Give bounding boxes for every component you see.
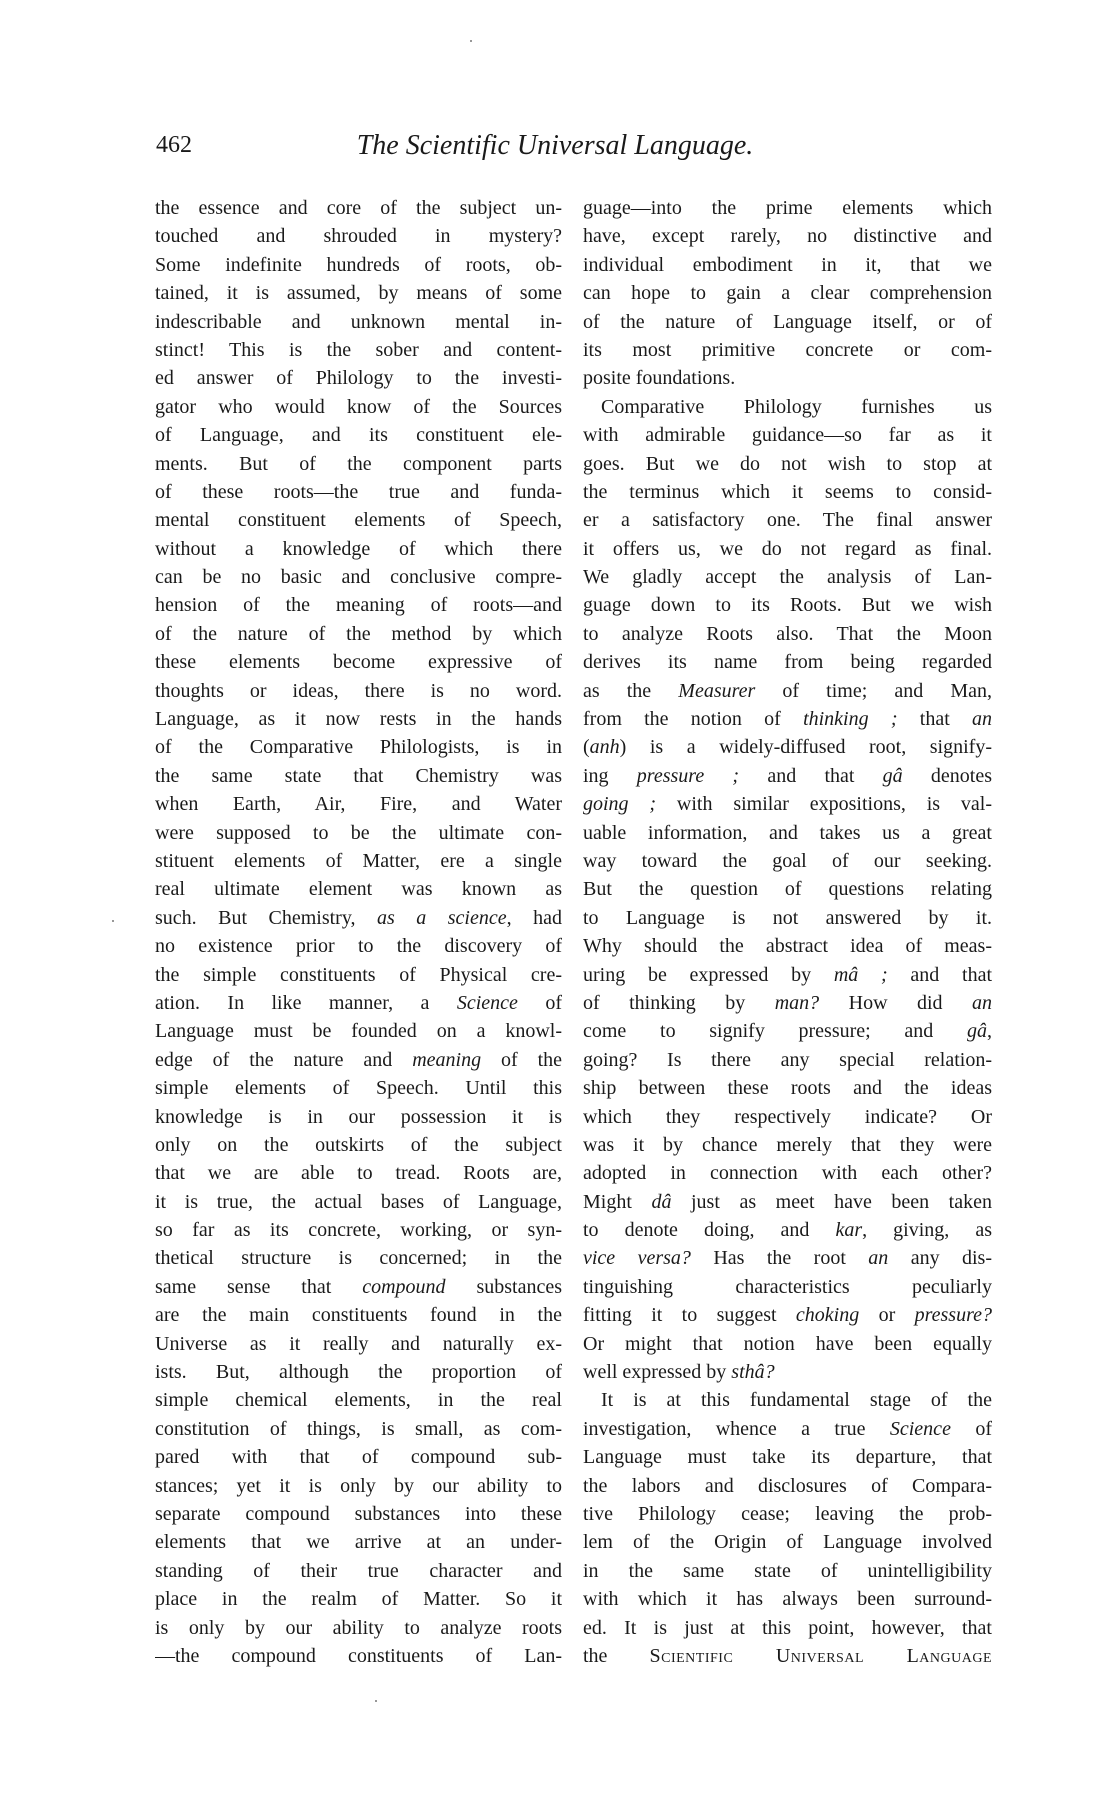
italic-text: kar	[835, 1219, 863, 1242]
text-run: to denote doing, and	[583, 1219, 836, 1242]
text-run: that	[897, 708, 972, 731]
text-line	[583, 1046, 992, 1074]
text-line	[583, 279, 992, 307]
text-line	[155, 421, 562, 449]
text-line	[583, 1585, 992, 1613]
text-run: real ultimate element was known as	[155, 878, 562, 901]
text-run: and that	[887, 963, 992, 986]
text-run: of the Comparative Philologists, is in	[155, 736, 562, 759]
text-run: going? Is there any special relation-	[583, 1048, 992, 1071]
text-line	[155, 1301, 562, 1329]
text-line	[583, 1330, 992, 1358]
text-line	[583, 875, 992, 903]
text-line	[155, 535, 562, 563]
text-run: guage down to its Roots. But we wish	[583, 594, 992, 617]
text-run: Why should the abstract idea of meas-	[583, 935, 992, 958]
text-line	[155, 336, 562, 364]
text-run: thoughts or ideas, there is no word.	[155, 679, 562, 702]
paper-speck	[470, 40, 472, 42]
text-line	[155, 1131, 562, 1159]
text-line	[155, 1386, 562, 1414]
text-run: with admirable guidance—so far as it	[583, 424, 992, 447]
text-run: any dis-	[888, 1247, 992, 1270]
text-line	[583, 591, 992, 619]
text-line	[155, 1046, 562, 1074]
text-run: Language must be founded on a knowl-	[155, 1020, 562, 1043]
text-line	[155, 904, 562, 932]
text-line	[155, 847, 562, 875]
italic-text: Measurer	[678, 679, 756, 702]
text-run: stinct! This is the sober and content-	[155, 338, 562, 361]
text-line	[583, 1386, 992, 1414]
text-run: of thinking by	[583, 991, 775, 1014]
text-line	[583, 194, 992, 222]
text-line	[583, 847, 992, 875]
italic-text: meaning	[412, 1048, 482, 1071]
text-line	[583, 1528, 992, 1556]
text-line	[583, 1301, 992, 1329]
text-run: standing of their true character and	[155, 1559, 562, 1582]
text-run: indescribable and unknown mental in-	[155, 310, 562, 333]
text-run: ments. But of the component parts	[155, 452, 562, 475]
text-run: elements that we arrive at an under-	[155, 1531, 562, 1554]
text-line	[155, 1244, 562, 1272]
text-run: (	[583, 736, 590, 759]
text-line	[155, 705, 562, 733]
italic-text: an	[972, 708, 992, 731]
text-line	[583, 961, 992, 989]
paper-speck	[112, 920, 114, 922]
text-run: uring be expressed by	[583, 963, 834, 986]
text-run: with which it has always been surround-	[583, 1588, 992, 1611]
text-line	[583, 620, 992, 648]
text-run: ation. In like manner, a	[155, 991, 457, 1014]
text-line	[155, 961, 562, 989]
italic-text: thinking ;	[803, 708, 898, 731]
text-line	[155, 1557, 562, 1585]
text-line	[583, 1216, 992, 1244]
text-run: How did	[819, 991, 972, 1014]
text-run: We gladly accept the analysis of Lan-	[583, 566, 992, 589]
text-run: of the nature of Language itself, or of	[583, 310, 992, 333]
text-run: and that	[739, 764, 883, 787]
text-line	[155, 450, 562, 478]
text-line	[155, 1500, 562, 1528]
italic-text: pressure ;	[636, 764, 740, 787]
text-line	[155, 563, 562, 591]
text-run: come to signify pressure; and	[583, 1020, 967, 1043]
text-line	[155, 1614, 562, 1642]
page-number: 462	[156, 132, 192, 158]
text-line	[155, 591, 562, 619]
text-run: —the compound constituents of Lan-	[155, 1644, 562, 1667]
text-run: when Earth, Air, Fire, and Water	[155, 793, 562, 816]
text-line	[155, 251, 562, 279]
text-run: adopted in connection with each other?	[583, 1162, 992, 1185]
text-run: of the nature of the method by which	[155, 622, 562, 645]
text-run: way toward the goal of our seeking.	[583, 849, 992, 872]
text-line	[155, 1273, 562, 1301]
text-run: the essence and core of the subject un-	[155, 197, 562, 219]
text-run: gator who would know of the Sources	[155, 395, 562, 418]
text-line	[583, 1614, 992, 1642]
text-run: to Language is not answered by it.	[583, 906, 992, 929]
text-run: Language must take its departure, that	[583, 1446, 992, 1469]
text-run: Language, as it now rests in the hands	[155, 708, 562, 731]
text-line	[583, 733, 992, 761]
text-line	[155, 1415, 562, 1443]
text-run: was it by chance merely that they were	[583, 1133, 992, 1156]
right-text-column	[583, 194, 992, 1670]
text-run: that we are able to tread. Roots are,	[155, 1162, 562, 1185]
text-line	[155, 506, 562, 534]
text-run: the simple constituents of Physical cre-	[155, 963, 562, 986]
text-run: such. But Chemistry,	[155, 906, 378, 929]
text-line	[155, 1472, 562, 1500]
text-run: pared with that of compound sub-	[155, 1446, 562, 1469]
text-run: It is at this fundamental stage of the	[601, 1389, 992, 1412]
italic-text: Science	[889, 1417, 951, 1440]
text-run: stituent elements of Matter, ere a single	[155, 849, 562, 872]
italic-text: mâ ;	[833, 963, 888, 986]
text-line	[155, 1330, 562, 1358]
text-run: the labors and disclosures of Compara-	[583, 1474, 992, 1497]
text-run: have, except rarely, no distinctive and	[583, 225, 992, 248]
text-line	[583, 1103, 992, 1131]
text-line	[583, 251, 992, 279]
text-line	[583, 1244, 992, 1272]
text-line	[583, 1017, 992, 1045]
text-line	[155, 1017, 562, 1045]
italic-text: an	[972, 991, 992, 1014]
text-line	[583, 336, 992, 364]
text-run: so far as its concrete, working, or syn-	[155, 1219, 562, 1242]
text-run: of Language, and its constituent ele-	[155, 424, 562, 447]
text-run: Might	[583, 1190, 652, 1213]
text-run: with similar expositions, is val-	[656, 793, 992, 816]
text-run: of	[950, 1417, 992, 1440]
text-run: Or might that notion have been equally	[583, 1332, 992, 1355]
text-line	[155, 1642, 562, 1670]
text-line	[583, 563, 992, 591]
italic-text: as a science	[377, 906, 507, 929]
text-line	[155, 1528, 562, 1556]
text-line	[155, 364, 562, 392]
paper-speck	[375, 1700, 377, 1702]
text-line	[155, 308, 562, 336]
small-caps-text: Scientific Universal Language	[649, 1644, 992, 1667]
text-line	[583, 1557, 992, 1585]
text-run: is only by our ability to analyze roots	[155, 1616, 562, 1639]
italic-text: dâ	[651, 1190, 672, 1213]
text-line	[583, 1273, 992, 1301]
text-run: denotes	[902, 764, 992, 787]
text-run: are the main constituents found in the	[155, 1304, 562, 1327]
text-line	[155, 875, 562, 903]
text-run: ,	[987, 1020, 992, 1043]
text-line	[583, 790, 992, 818]
text-line	[155, 1358, 562, 1386]
text-line	[583, 1358, 992, 1386]
text-run: fitting it to suggest	[583, 1304, 796, 1327]
text-line	[155, 1443, 562, 1471]
text-line	[583, 1131, 992, 1159]
text-run: simple elements of Speech. Until this	[155, 1077, 562, 1100]
text-line	[155, 620, 562, 648]
text-run: ) is a widely-diffused root, signify-	[619, 736, 992, 759]
text-run: guage—into the prime elements which	[583, 197, 992, 219]
text-line	[583, 932, 992, 960]
text-run: of these roots—the true and funda-	[155, 480, 562, 503]
text-line	[155, 989, 562, 1017]
text-run: the terminus which it seems to consid-	[583, 480, 992, 503]
text-run: only on the outskirts of the subject	[155, 1133, 562, 1156]
italic-text: compound	[362, 1275, 446, 1298]
text-run: same sense that	[155, 1275, 363, 1298]
italic-text: Science	[456, 991, 518, 1014]
italic-text: sthâ?	[731, 1361, 775, 1384]
text-line	[583, 1472, 992, 1500]
text-line	[583, 1500, 992, 1528]
text-run: goes. But we do not wish to stop at	[583, 452, 992, 475]
text-run: But the question of questions relating	[583, 878, 992, 901]
text-run: tive Philology cease; leaving the prob-	[583, 1502, 992, 1525]
text-line	[583, 478, 992, 506]
text-line	[583, 1415, 992, 1443]
text-run: stances; yet it is only by our ability to	[155, 1474, 562, 1497]
text-line	[155, 1216, 562, 1244]
text-run: can hope to gain a clear comprehension	[583, 282, 992, 305]
text-line	[155, 819, 562, 847]
text-run: knowledge is in our possession it is	[155, 1105, 562, 1128]
text-run: ing	[583, 764, 637, 787]
italic-text: an	[868, 1247, 889, 1270]
text-line	[155, 733, 562, 761]
text-line	[583, 677, 992, 705]
text-run: tinguishing characteristics peculiarly	[583, 1275, 992, 1298]
text-run: substances	[445, 1275, 562, 1298]
text-line	[583, 506, 992, 534]
italic-text: going ;	[583, 793, 657, 816]
italic-text: gâ	[967, 1020, 987, 1043]
text-line	[155, 194, 562, 222]
text-line	[583, 989, 992, 1017]
text-line	[583, 762, 992, 790]
left-text-column	[155, 194, 562, 1670]
text-line	[155, 648, 562, 676]
text-run: of	[517, 991, 562, 1014]
text-run: can be no basic and conclusive compre-	[155, 566, 562, 589]
text-run: investigation, whence a true	[583, 1417, 890, 1440]
italic-text: pressure?	[914, 1304, 992, 1327]
text-run: constitution of things, is small, as com-	[155, 1417, 562, 1440]
text-run: of time; and Man,	[755, 679, 992, 702]
text-run: in the same state of unintelligibility	[583, 1559, 992, 1582]
text-run: individual embodiment in it, that we	[583, 253, 992, 276]
text-line	[155, 1159, 562, 1187]
text-line	[583, 364, 992, 392]
text-run: lem of the Origin of Language involved	[583, 1531, 992, 1554]
text-line	[583, 1188, 992, 1216]
text-line	[583, 393, 992, 421]
italic-text: gâ	[882, 764, 903, 787]
text-run: no existence prior to the discovery of	[155, 935, 562, 958]
text-run: the same state that Chemistry was	[155, 764, 562, 787]
text-line	[583, 1642, 992, 1670]
text-run: its most primitive concrete or com-	[583, 338, 992, 361]
text-run: ed. It is just at this point, however, that	[583, 1616, 992, 1639]
text-run: Some indefinite hundreds of roots, ob-	[155, 253, 562, 276]
text-run: ship between these roots and the ideas	[583, 1077, 992, 1100]
text-run: simple chemical elements, in the real	[155, 1389, 562, 1412]
text-line	[155, 478, 562, 506]
text-line	[583, 1159, 992, 1187]
text-run: Has the root	[690, 1247, 869, 1270]
text-line	[155, 222, 562, 250]
text-line	[155, 932, 562, 960]
text-line	[155, 393, 562, 421]
text-run: hension of the meaning of roots—and	[155, 594, 562, 617]
text-run: of the	[481, 1048, 562, 1071]
text-run: ists. But, although the proportion of	[155, 1361, 562, 1384]
text-line	[583, 421, 992, 449]
text-run: it is true, the actual bases of Language,	[155, 1190, 562, 1213]
text-line	[583, 222, 992, 250]
text-line	[155, 762, 562, 790]
text-run: mental constituent elements of Speech,	[155, 509, 562, 532]
text-run: just as meet have been taken	[671, 1190, 992, 1213]
italic-text: vice versa?	[583, 1247, 691, 1270]
text-run: thetical structure is concerned; in the	[155, 1247, 562, 1270]
italic-text: choking	[795, 1304, 860, 1327]
text-run: from the notion of	[583, 708, 804, 731]
text-line	[155, 1074, 562, 1102]
text-run: the	[583, 1644, 650, 1667]
text-line	[155, 1188, 562, 1216]
text-run: or	[859, 1304, 915, 1327]
text-run: derives its name from being regarded	[583, 651, 992, 674]
text-run: were supposed to be the ultimate con-	[155, 821, 562, 844]
text-line	[155, 279, 562, 307]
running-title: The Scientific Universal Language.	[356, 130, 754, 161]
text-line	[155, 1103, 562, 1131]
text-line	[583, 308, 992, 336]
text-run: as the	[583, 679, 679, 702]
text-line	[583, 648, 992, 676]
text-line	[583, 535, 992, 563]
text-run: well expressed by	[583, 1361, 732, 1384]
text-run: it offers us, we do not regard as final.	[583, 537, 992, 560]
text-run: edge of the nature and	[155, 1048, 413, 1071]
text-line	[155, 677, 562, 705]
text-run: place in the realm of Matter. So it	[155, 1588, 562, 1611]
text-run: these elements become expressive of	[155, 651, 562, 674]
text-run: tained, it is assumed, by means of some	[155, 282, 562, 305]
text-run: ed answer of Philology to the investi-	[155, 367, 562, 390]
text-run: without a knowledge of which there	[155, 537, 562, 560]
text-line	[155, 1585, 562, 1613]
text-line	[583, 450, 992, 478]
text-run: Comparative Philology furnishes us	[601, 395, 992, 418]
text-run: separate compound substances into these	[155, 1502, 562, 1525]
text-line	[583, 904, 992, 932]
text-run: posite foundations.	[583, 367, 736, 390]
text-line	[583, 819, 992, 847]
text-run: er a satisfactory one. The final answer	[583, 509, 992, 532]
text-line	[155, 790, 562, 818]
text-run: touched and shrouded in mystery?	[155, 225, 562, 248]
text-run: which they respectively indicate? Or	[583, 1105, 992, 1128]
text-run: , had	[506, 906, 562, 929]
italic-text: anh	[589, 736, 620, 759]
italic-text: man?	[774, 991, 820, 1014]
text-line	[583, 1074, 992, 1102]
text-run: uable information, and takes us a great	[583, 821, 992, 844]
text-line	[583, 1443, 992, 1471]
text-run: Universe as it really and naturally ex-	[155, 1332, 562, 1355]
text-line	[583, 705, 992, 733]
text-run: , giving, as	[862, 1219, 992, 1242]
text-run: to analyze Roots also. That the Moon	[583, 622, 992, 645]
